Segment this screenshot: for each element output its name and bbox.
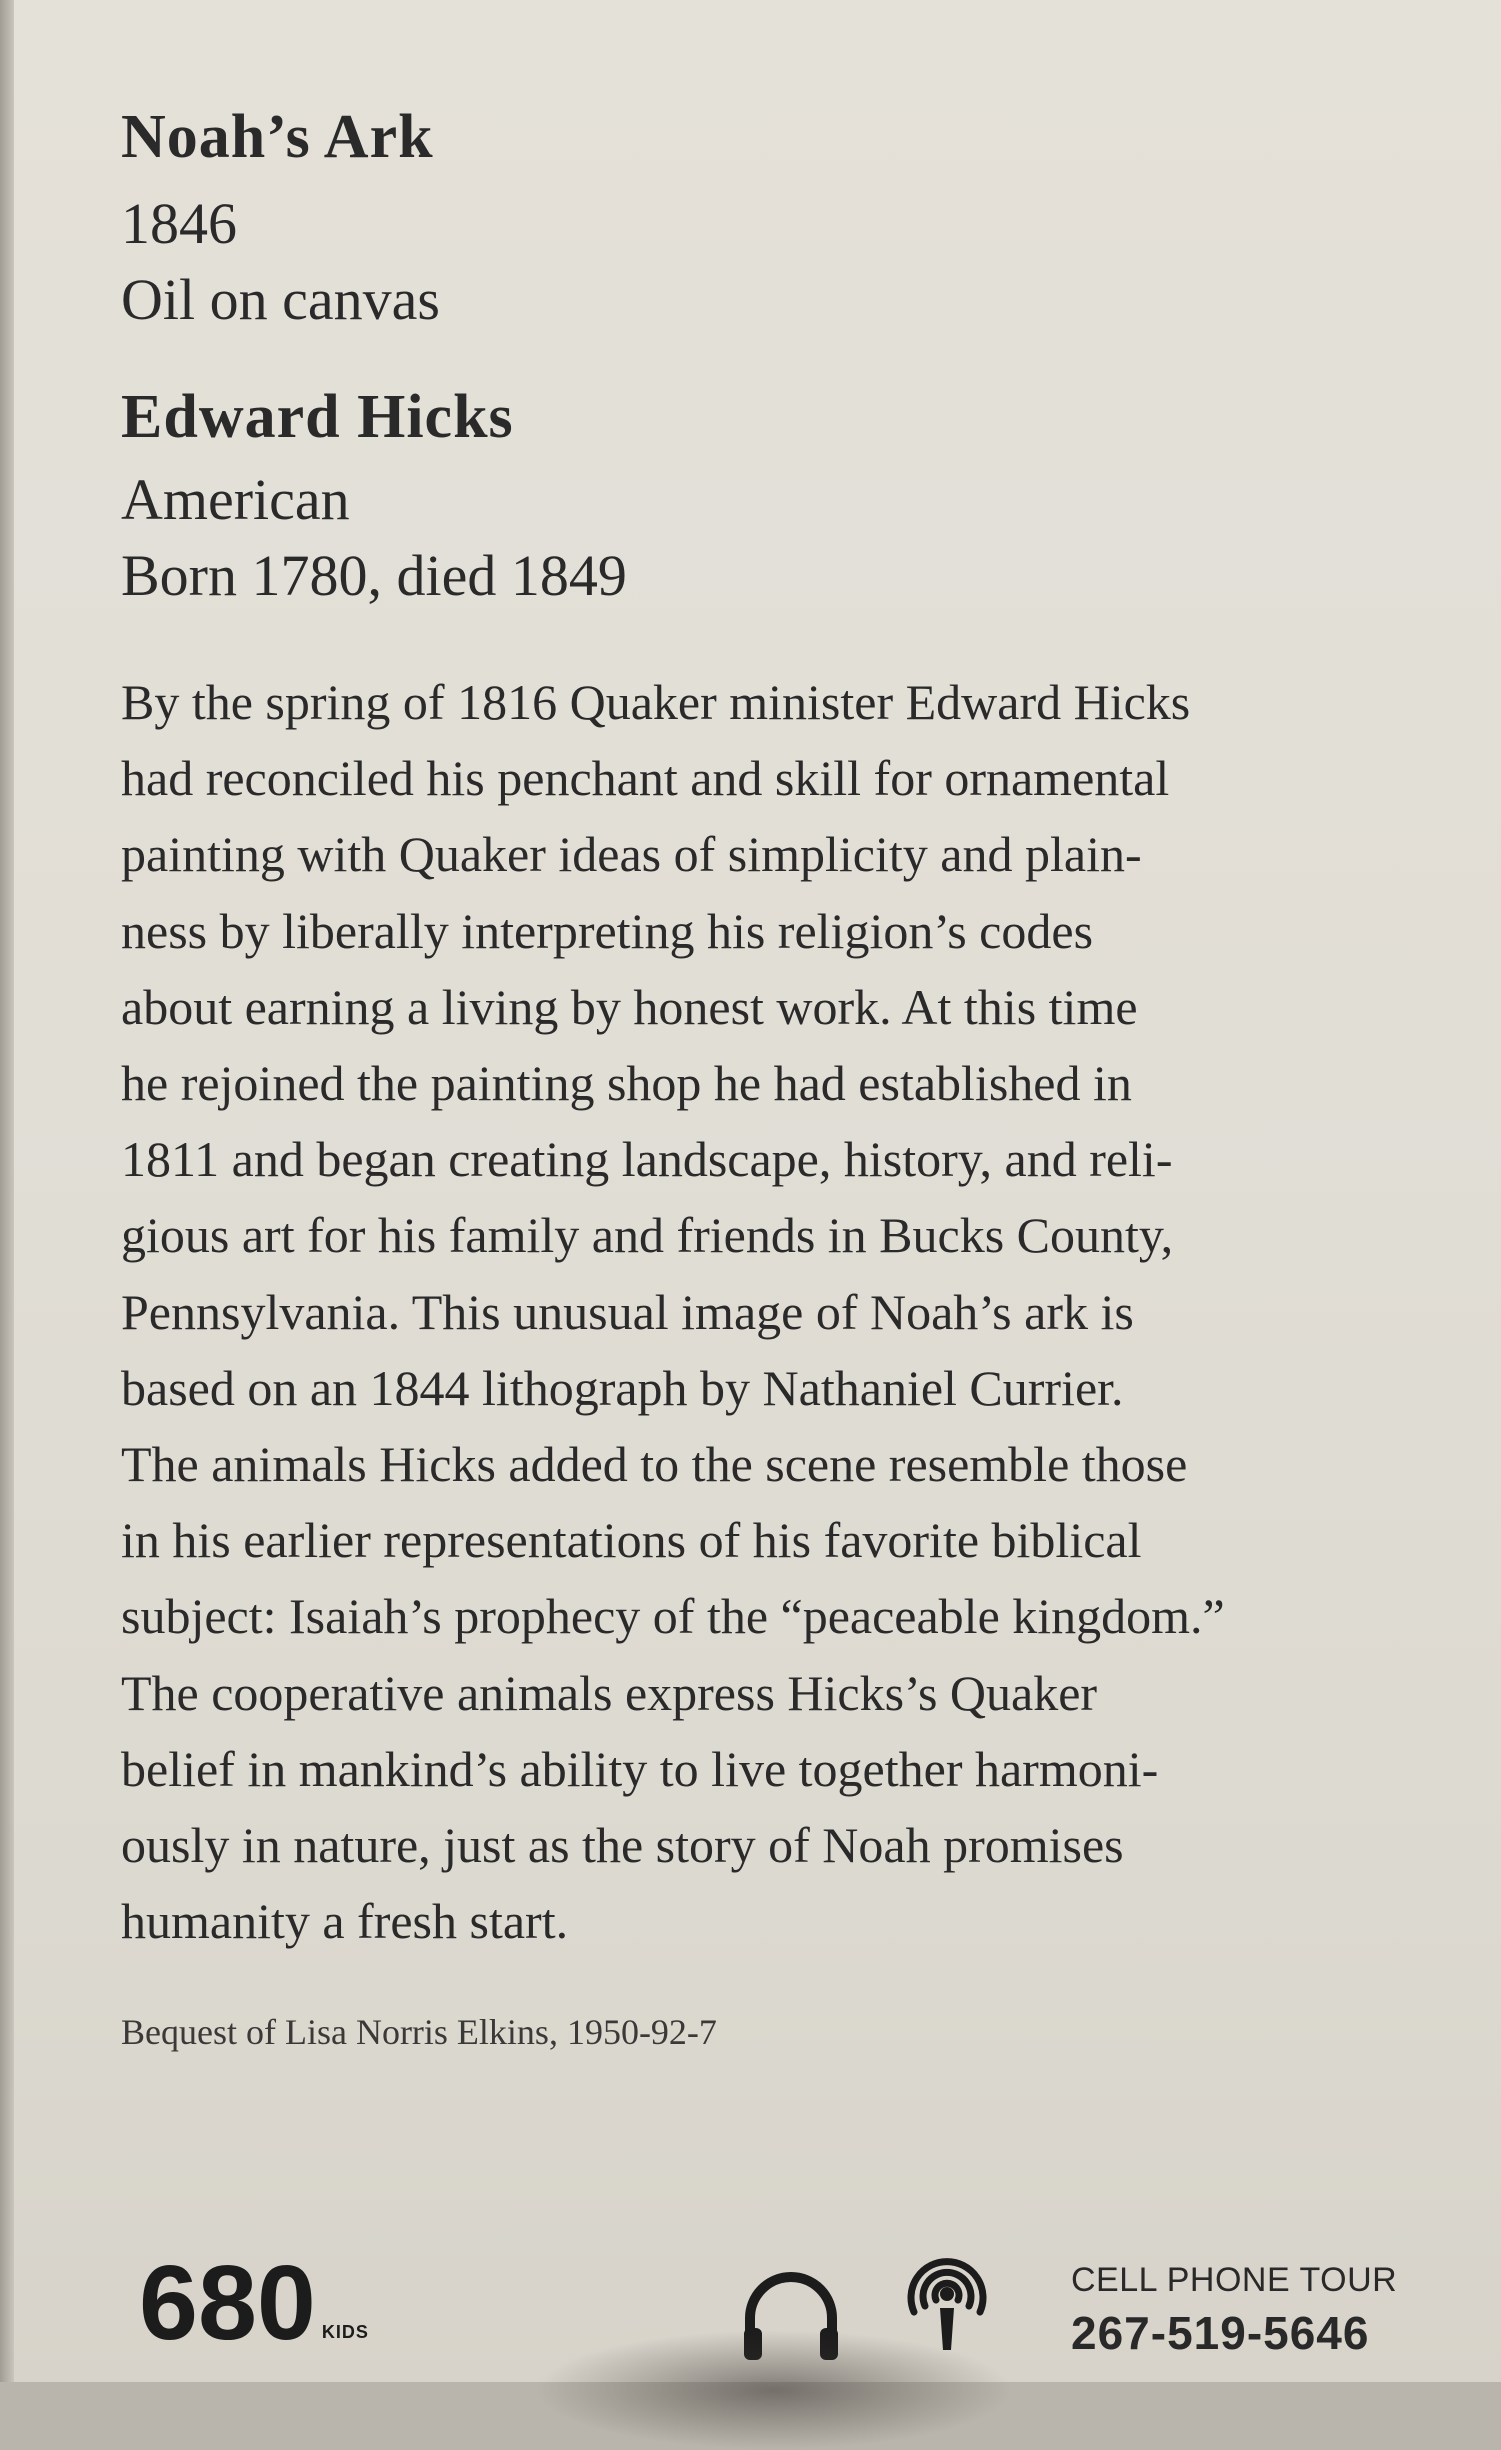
description-line: subject: Isaiah’s prophecy of the “peaceable kingdom.” bbox=[121, 1588, 1225, 1645]
description-line: belief in mankind’s ability to live together harmoni- bbox=[121, 1740, 1159, 1797]
description-line: By the spring of 1816 Quaker minister Edward Hicks bbox=[121, 674, 1191, 730]
cell-phone-tour bbox=[1071, 2258, 1397, 2364]
artwork-medium: Oil on canvas bbox=[121, 267, 440, 332]
stop-number: 680 bbox=[139, 2244, 316, 2362]
photo-shadow bbox=[534, 2330, 1014, 2450]
description-line: 1811 and began creating landscape, history, and reli- bbox=[121, 1131, 1173, 1188]
artwork-title: Noah’s Ark bbox=[121, 103, 434, 171]
description-line: painting with Quaker ideas of simplicity and plain- bbox=[121, 826, 1142, 883]
description-line: he rejoined the painting shop he had established in bbox=[121, 1055, 1132, 1112]
description-line: ously in nature, just as the story of Noah promises bbox=[121, 1817, 1124, 1874]
tour-label: CELL PHONE TOUR bbox=[1071, 2261, 1398, 2299]
card-edge bbox=[0, 0, 14, 2382]
description-paragraph bbox=[121, 664, 1421, 1959]
description-line: had reconciled his penchant and skill for ornamental bbox=[121, 750, 1170, 807]
audio-stop-number bbox=[139, 2244, 369, 2362]
tour-phone-number: 267-519-5646 bbox=[1071, 2307, 1370, 2359]
artist-lifespan: Born 1780, died 1849 bbox=[121, 543, 627, 608]
description-line: ness by liberally interpreting his religion’s codes bbox=[121, 902, 1094, 959]
artist-name: Edward Hicks bbox=[121, 383, 514, 451]
description-line: The cooperative animals express Hicks’s Quaker bbox=[121, 1664, 1098, 1721]
description-line: in his earlier representations of his favorite biblical bbox=[121, 1512, 1142, 1569]
credit-line: Bequest of Lisa Norris Elkins, 1950-92-7 bbox=[121, 2012, 717, 2052]
description-line: about earning a living by honest work. At this time bbox=[121, 978, 1138, 1035]
description-line: The animals Hicks added to the scene resemble those bbox=[121, 1436, 1188, 1493]
description-line: humanity a fresh start. bbox=[121, 1893, 569, 1950]
description-line: gious art for his family and friends in Bucks County, bbox=[121, 1207, 1174, 1264]
artist-nationality: American bbox=[121, 467, 350, 532]
description-line: Pennsylvania. This unusual image of Noah’s ark is bbox=[121, 1283, 1134, 1340]
museum-label-card bbox=[14, 0, 1501, 2382]
description-line: based on an 1844 lithograph by Nathaniel Currier. bbox=[121, 1359, 1124, 1416]
artwork-date: 1846 bbox=[121, 191, 237, 256]
stop-suffix: KIDS bbox=[321, 2322, 369, 2342]
